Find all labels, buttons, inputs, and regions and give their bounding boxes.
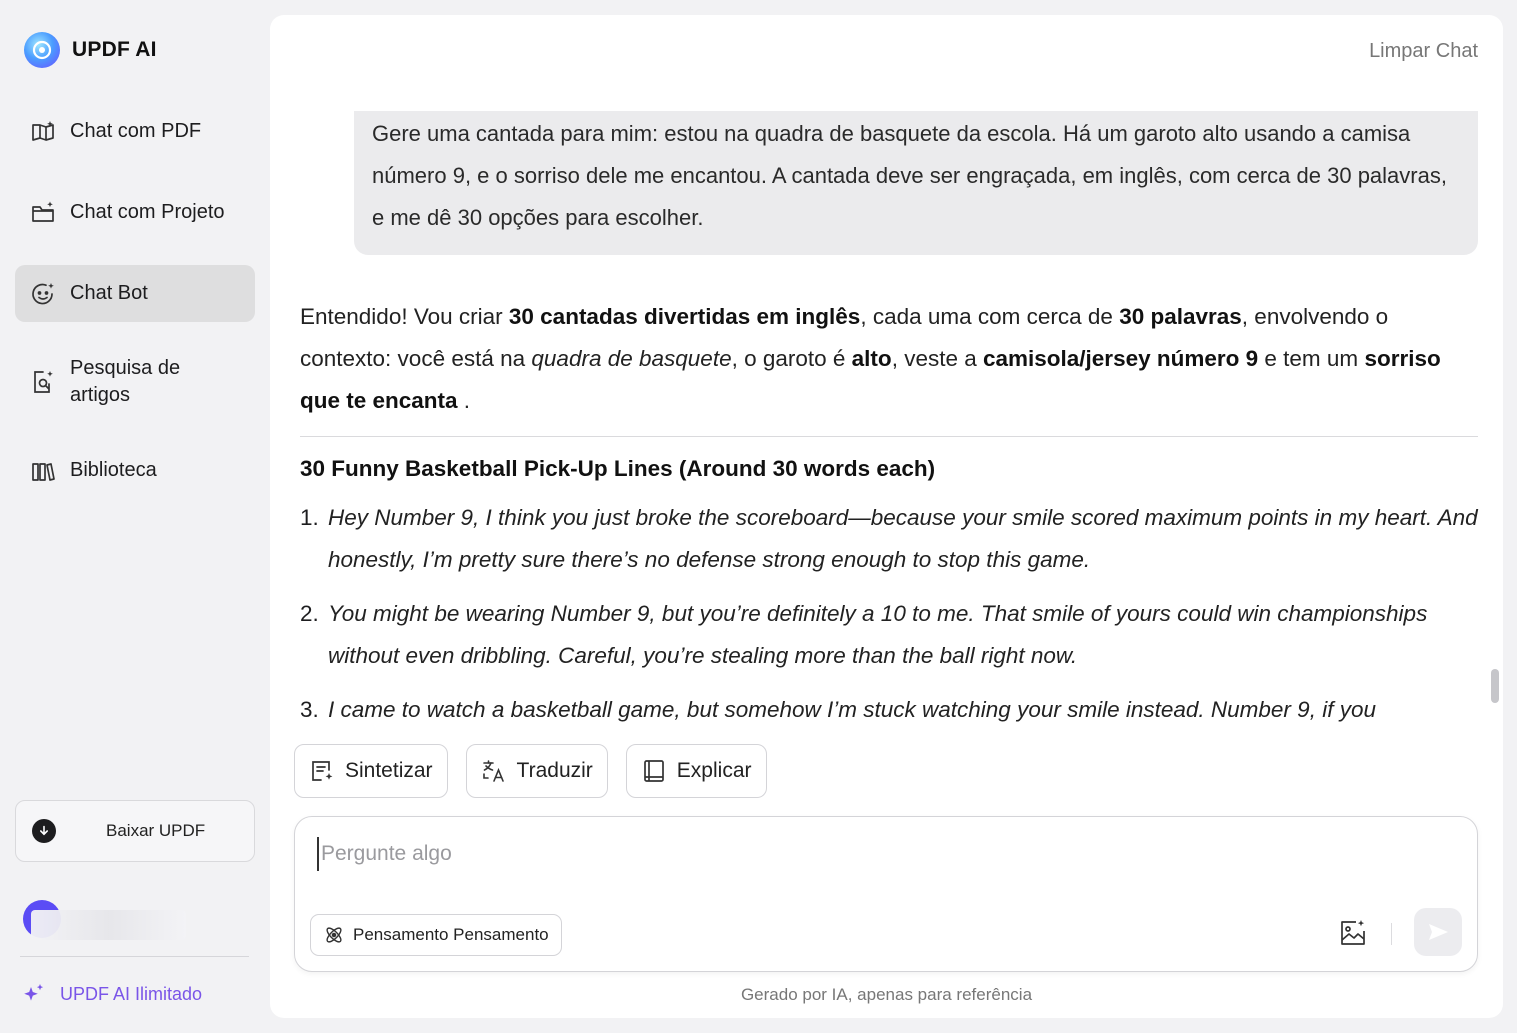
chat-panel <box>270 15 1503 1018</box>
user-message-bubble: Gere uma cantada para mim: estou na quadra de basquete da escola. Há um garoto alto usando a camisa número 9, e o sorriso dele me encantou. A cantada deve ser engraçada, em inglês, com cerca de 30 palavras, e me dê 30 opções para escolher. <box>354 111 1478 255</box>
chat-scroll-area[interactable] <box>270 111 1503 723</box>
updf-logo-icon <box>24 32 60 68</box>
brand[interactable] <box>24 32 157 68</box>
download-label: Baixar UPDF <box>106 821 206 840</box>
ask-input[interactable] <box>317 837 1317 871</box>
list-item: 3. I came to watch a basketball game, but somehow I’m stuck watching your smile instead. Number 9, if you <box>300 697 1376 722</box>
atom-icon <box>323 924 345 946</box>
sidebar-item-chat-pdf[interactable] <box>15 103 255 160</box>
user-name-blurred <box>31 910 186 940</box>
answer-divider <box>300 436 1478 437</box>
composer-divider <box>1391 923 1392 945</box>
summarize-icon <box>309 758 335 784</box>
sidebar-item-library[interactable] <box>15 442 255 499</box>
clear-chat-button[interactable]: Limpar Chat <box>1369 40 1478 62</box>
user-profile[interactable] <box>23 900 61 938</box>
sidebar-item-label: Chat Bot <box>70 282 148 304</box>
translate-icon <box>481 758 507 784</box>
book-open-icon <box>30 119 56 145</box>
library-icon <box>30 458 56 484</box>
assistant-answer <box>300 296 1478 723</box>
message-composer <box>294 816 1478 972</box>
summarize-button[interactable] <box>294 744 448 798</box>
unlimited-label: UPDF AI Ilimitado <box>60 983 203 1004</box>
folder-sparkle-icon <box>30 200 56 226</box>
translate-button[interactable] <box>466 744 608 798</box>
answer-intro: Entendido! Vou criar 30 cantadas divertidas em inglês, cada uma com cerca de 30 palavras, envolvendo o contexto: você está na quadra de basquete, o garoto é alto, veste a camisola/jersey número 9 e tem um sorriso que te encanta . <box>300 304 1441 413</box>
sidebar-nav <box>15 103 255 523</box>
sidebar-item-label: Chat com PDF <box>70 120 202 142</box>
thinking-label: Pensamento Pensamento <box>353 925 549 944</box>
list-item: 1. Hey Number 9, I think you just broke the scoreboard—because your smile scored maximum points in my heart. And honestly, I’m pretty sure there’s no defense strong enough to stop this game. <box>300 505 1478 572</box>
scrollbar-thumb[interactable] <box>1491 669 1499 703</box>
sparkle-icon <box>22 982 46 1006</box>
list-item: 2. You might be wearing Number 9, but you’re definitely a 10 to me. That smile of yours could win championships without even dribbling. Careful, you’re stealing more than the ball right now. <box>300 601 1428 668</box>
sidebar-divider <box>20 956 249 957</box>
download-updf-button[interactable] <box>15 800 255 862</box>
bot-face-icon <box>30 281 56 307</box>
sidebar-item-label: Chat com Projeto <box>70 201 225 223</box>
translate-label: Traduzir <box>516 759 593 782</box>
pickup-lines-list <box>300 497 1478 723</box>
thinking-mode-button[interactable] <box>310 914 562 956</box>
answer-heading: 30 Funny Basketball Pick-Up Lines (Around 30 words each) <box>300 456 936 481</box>
brand-title: UPDF AI <box>72 38 157 61</box>
updf-ai-unlimited-link[interactable] <box>22 982 202 1006</box>
send-button[interactable] <box>1414 908 1462 956</box>
image-upload-icon[interactable] <box>1338 918 1368 948</box>
sidebar-item-article-search[interactable] <box>15 346 255 418</box>
explain-button[interactable] <box>626 744 767 798</box>
explain-label: Explicar <box>676 759 752 782</box>
sidebar-item-chat-project[interactable] <box>15 184 255 241</box>
download-icon <box>32 819 56 843</box>
sidebar <box>0 0 270 1033</box>
sidebar-item-label: Biblioteca <box>70 459 157 481</box>
summarize-label: Sintetizar <box>345 759 433 782</box>
document-search-icon <box>30 369 56 395</box>
sidebar-item-chat-bot[interactable] <box>15 265 255 322</box>
book-icon <box>641 758 667 784</box>
sidebar-item-label: Pesquisa de artigos <box>70 357 181 406</box>
ai-disclaimer: Gerado por IA, apenas para referência <box>740 985 1033 1004</box>
quick-actions <box>294 744 767 798</box>
send-icon <box>1426 920 1450 944</box>
